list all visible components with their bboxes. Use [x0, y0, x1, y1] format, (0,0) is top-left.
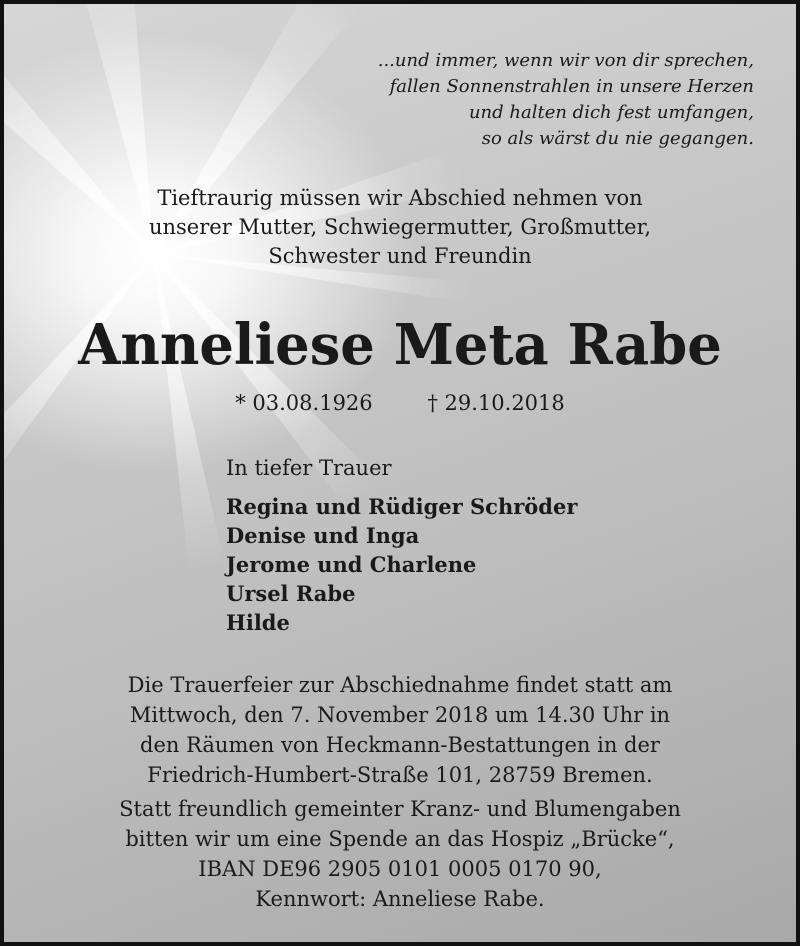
mourner-name: Denise und Inga	[226, 523, 420, 548]
mourners-label: In tiefer Trauer	[226, 456, 392, 480]
poem-line: und halten dich fest umfangen,	[468, 102, 754, 123]
poem-line: ...und immer, wenn wir von dir sprechen,	[377, 50, 754, 71]
mourner-name: Ursel Rabe	[226, 581, 356, 606]
deceased-name: Anneliese Meta Rabe	[78, 312, 722, 378]
poem-quote	[378, 48, 754, 152]
intro-text	[4, 184, 796, 271]
mourner-name: Jerome und Charlene	[226, 552, 477, 577]
mourner-name: Hilde	[226, 610, 290, 635]
donation-line: IBAN DE96 2905 0101 0005 0170 90,	[198, 857, 602, 881]
intro-line: unserer Mutter, Schwiegermutter, Großmutter,	[148, 215, 651, 239]
donation-notice	[4, 794, 796, 914]
donation-line: Kennwort: Anneliese Rabe.	[255, 887, 545, 911]
mourner-name: Regina und Rüdiger Schröder	[226, 494, 578, 519]
poem-line: so als wärst du nie gegangen.	[481, 128, 754, 149]
mourners-block	[226, 454, 577, 637]
ceremony-line: den Räumen von Heckmann-Bestattungen in der	[140, 733, 660, 757]
donation-line: Statt freundlich gemeinter Kranz- und Blumengaben	[119, 797, 681, 821]
poem-line: fallen Sonnenstrahlen in unsere Herzen	[389, 76, 754, 97]
intro-line: Schwester und Freundin	[268, 244, 532, 268]
intro-line: Tieftraurig müssen wir Abschied nehmen von	[157, 186, 643, 210]
mourners-list	[226, 492, 577, 637]
ceremony-line: Friedrich-Humbert-Straße 101, 28759 Bremen.	[147, 763, 653, 787]
birth-date: * 03.08.1926	[235, 391, 373, 415]
death-date: † 29.10.2018	[427, 391, 565, 415]
donation-line: bitten wir um eine Spende an das Hospiz „Brücke“,	[125, 827, 675, 851]
ceremony-notice	[4, 670, 796, 790]
life-dates	[4, 388, 796, 418]
ceremony-line: Mittwoch, den 7. November 2018 um 14.30 Uhr in	[129, 703, 671, 727]
ceremony-line: Die Trauerfeier zur Abschiednahme findet statt am	[127, 673, 673, 697]
